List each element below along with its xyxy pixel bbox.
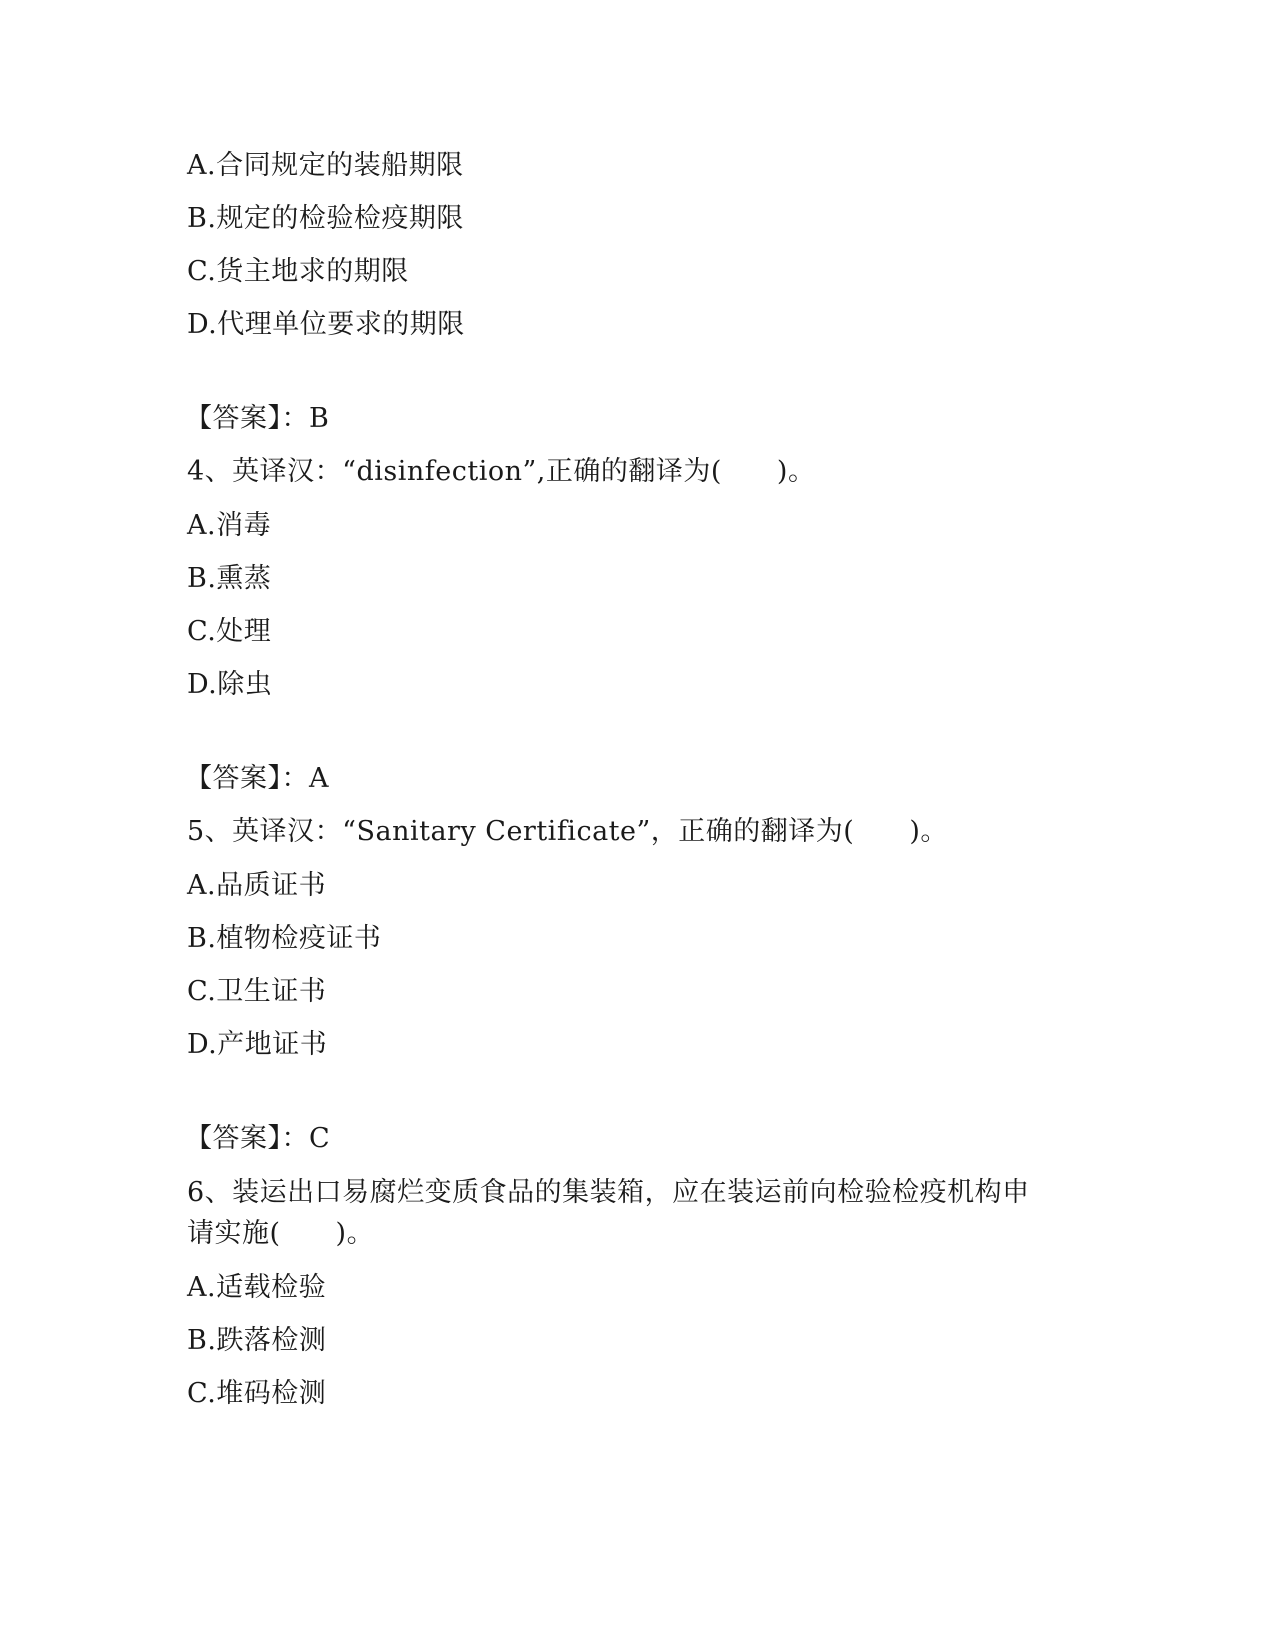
q4-option-a: A.消毒 (187, 510, 272, 541)
q4-option-b: B.熏蒸 (187, 563, 272, 594)
q5-option-b: B.植物检疫证书 (187, 923, 382, 954)
q3-option-a: A.合同规定的装船期限 (187, 150, 464, 181)
q6-option-a: A.适载检验 (187, 1272, 327, 1303)
q6-question-line-1: 6、装运出口易腐烂变质食品的集装箱，应在装运前向检验检疫机构申 (187, 1177, 1030, 1208)
q5-answer: 【答案】：C (185, 1123, 331, 1154)
q5-option-d: D.产地证书 (187, 1029, 328, 1060)
q6-option-c: C.堆码检测 (187, 1378, 327, 1409)
q4-option-d: D.除虫 (187, 669, 273, 700)
q5-option-a: A.品质证书 (187, 870, 327, 901)
q5-option-c: C.卫生证书 (187, 976, 327, 1007)
q4-answer: 【答案】：A (185, 763, 329, 794)
q3-option-c: C.货主地求的期限 (187, 256, 409, 287)
q4-question: 4、英译汉：“disinfection”,正确的翻译为( )。 (187, 456, 816, 487)
q3-option-d: D.代理单位要求的期限 (187, 309, 465, 340)
q3-option-b: B.规定的检验检疫期限 (187, 203, 464, 234)
q3-answer: 【答案】：B (185, 403, 330, 434)
q5-question: 5、英译汉：“Sanitary Certificate”，正确的翻译为( )。 (187, 816, 948, 847)
q4-option-c: C.处理 (187, 616, 272, 647)
q6-question-line-2: 请实施( )。 (187, 1218, 375, 1249)
q6-option-b: B.跌落检测 (187, 1325, 327, 1356)
